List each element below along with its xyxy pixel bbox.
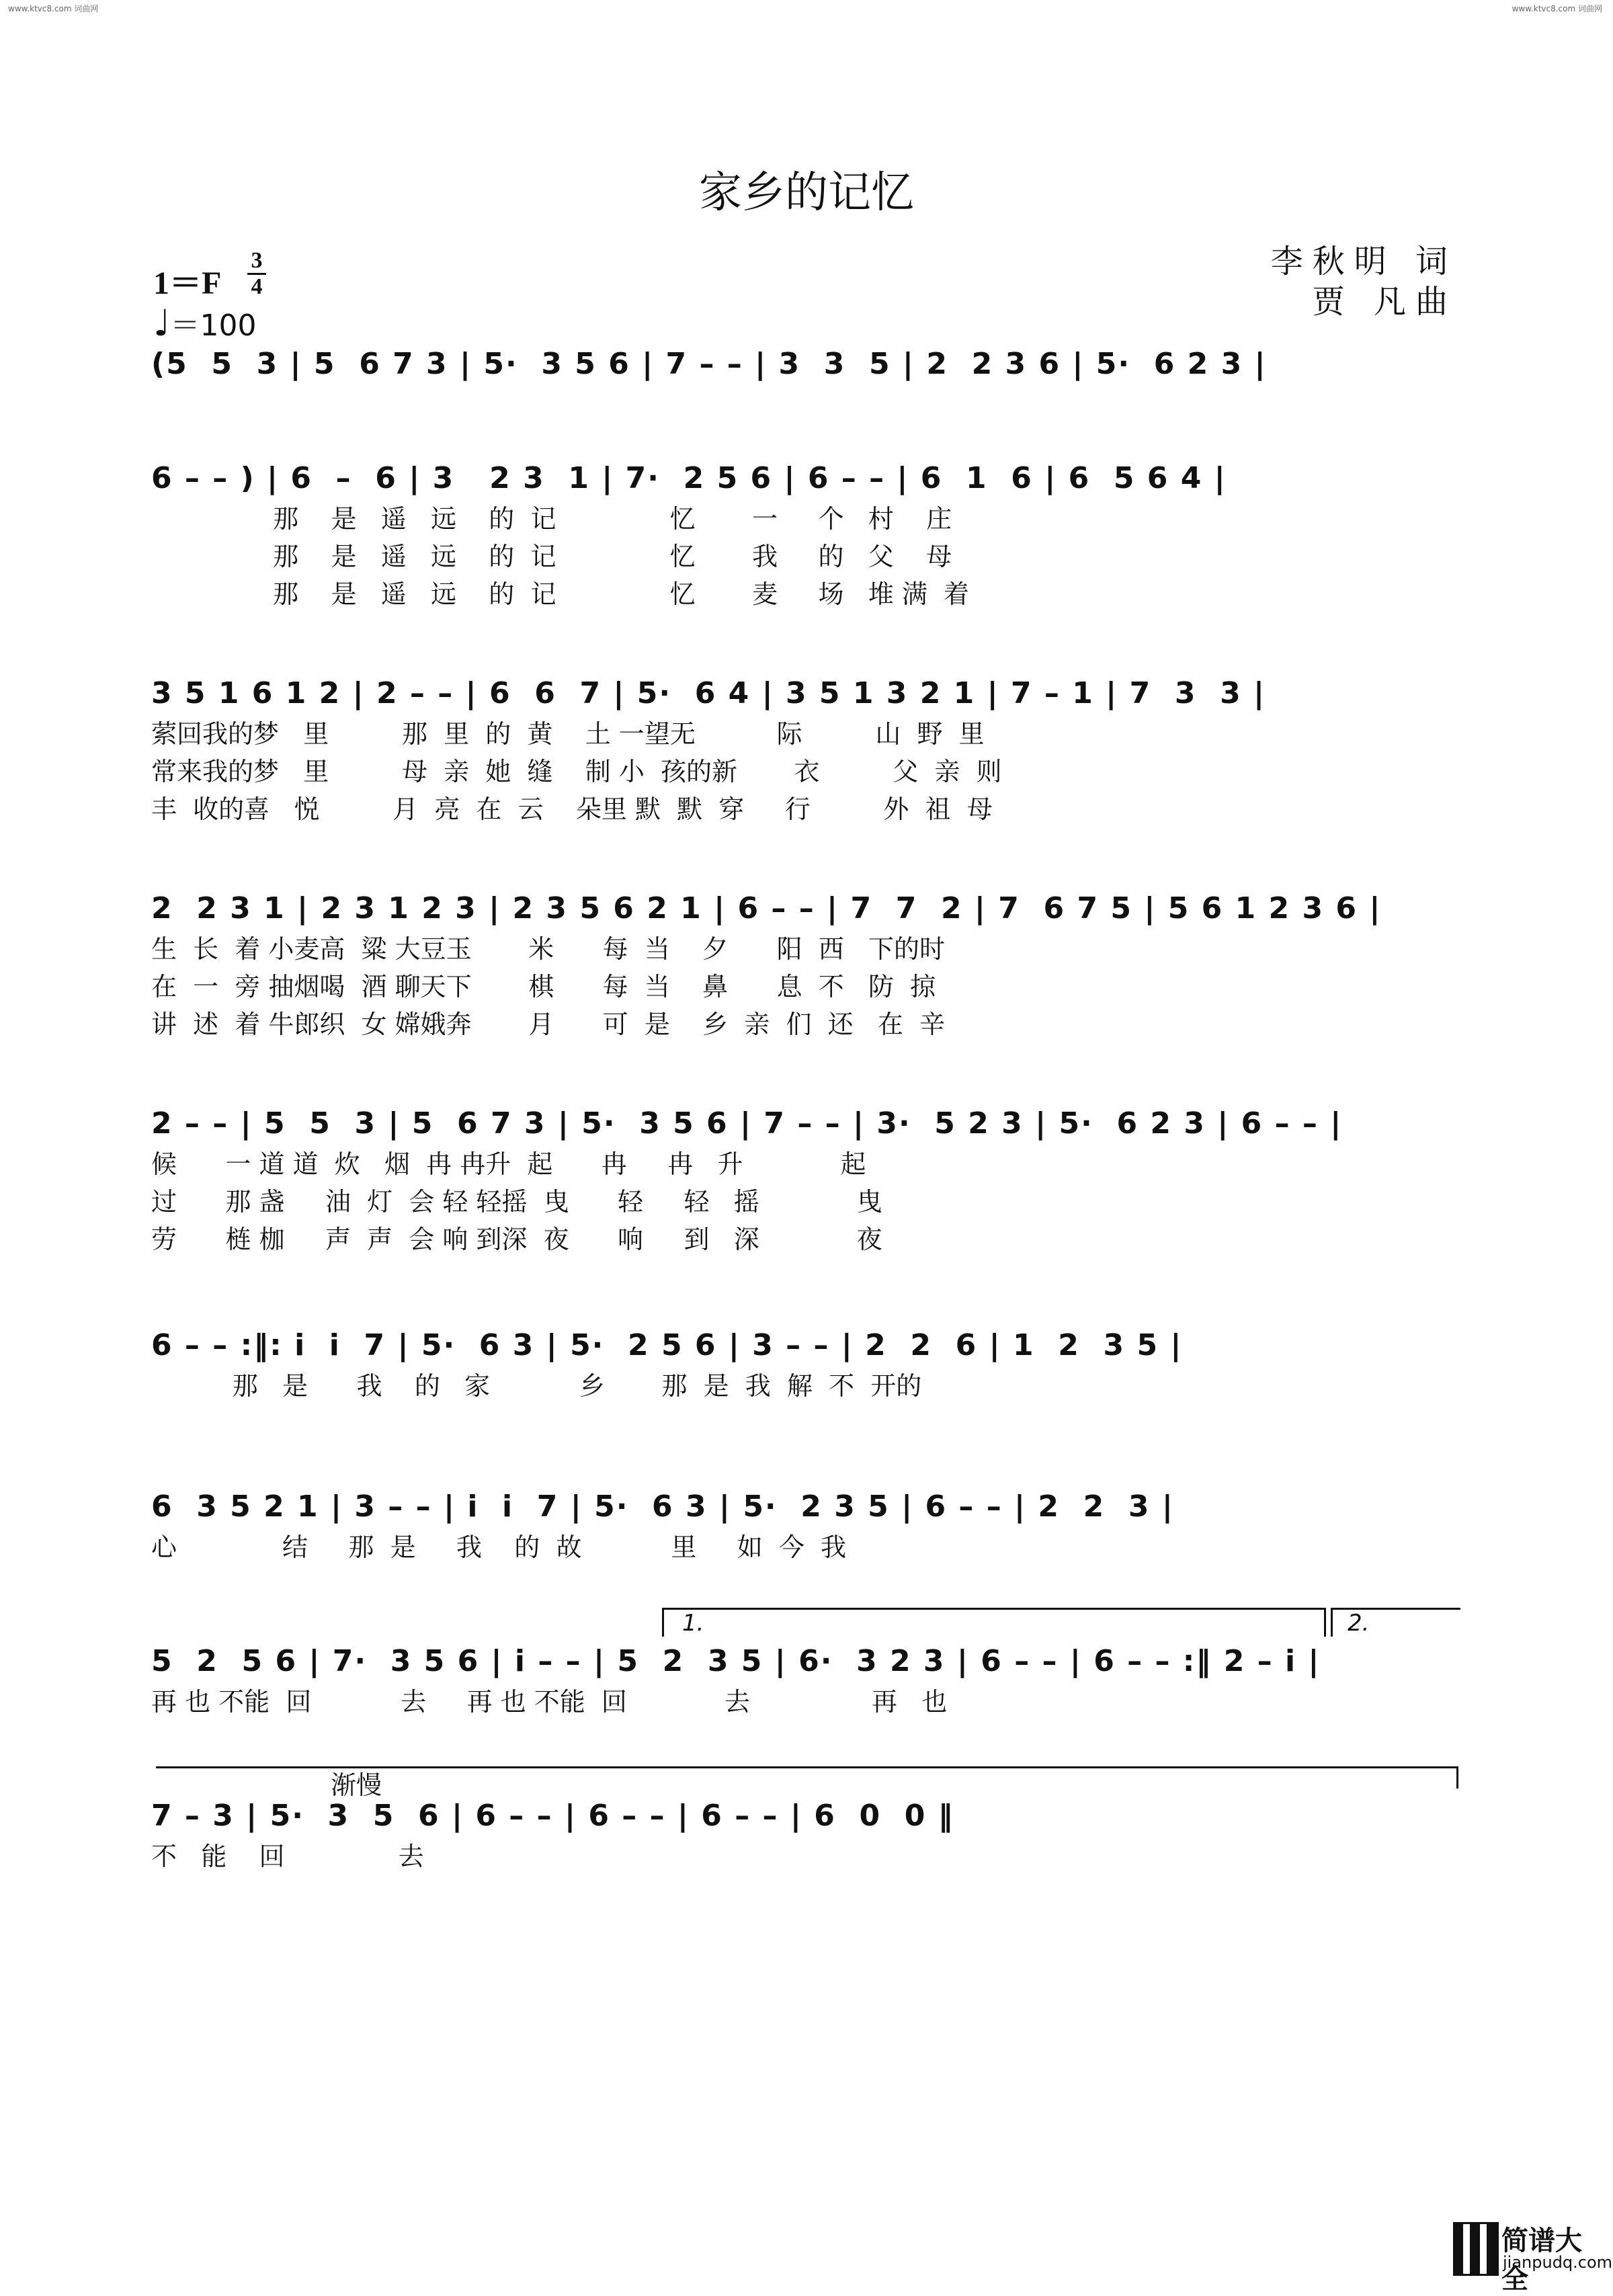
score-system xyxy=(151,1795,1462,1875)
time-top: 3 xyxy=(251,248,263,273)
lyric-line: 不 能 回 去 xyxy=(151,1842,424,1871)
lyricist-credit: 李秋明 词 xyxy=(1270,243,1457,280)
music-line: 2 2 3 1 | 2 3 1 2 3 | 2 3 5 6 2 1 | 6 – – | 7 7 2 | 7 6 7 5 | 5 6 1 2 3 6 | xyxy=(151,891,1382,926)
piano-keys-icon xyxy=(1453,2222,1499,2276)
site-logo xyxy=(1453,2219,1613,2295)
rit-marking: 渐慢 xyxy=(331,1770,382,1800)
lyric-line: 那 是 我 的 家 乡 那 是 我 解 不 开的 xyxy=(151,1371,922,1401)
source-tag-right: www.ktvc8.com 词曲网 xyxy=(1512,4,1602,13)
score-system xyxy=(151,1324,1462,1405)
score-system xyxy=(151,672,1462,828)
lyric-line: 过 那 盏 油 灯 会 轻 轻摇 曳 轻 轻 摇 曳 xyxy=(151,1187,882,1217)
lyric-line: 那 是 遥 远 的 记 忆 我 的 父 母 xyxy=(151,542,952,571)
lyric-line: 常来我的梦 里 母 亲 她 缝 制 小 孩的新 衣 父 亲 则 xyxy=(151,757,1002,786)
lyric-line: 生 长 着 小麦高 粱 大豆玉 米 每 当 夕 阳 西 下的时 xyxy=(151,934,946,964)
lyric-line: 再 也 不能 回 去 再 也 不能 回 去 再 也 xyxy=(151,1687,948,1717)
quarter-note-icon: ♩ xyxy=(153,302,171,344)
logo-url: jianpudq.com xyxy=(1503,2253,1613,2272)
lyric-line: 劳 梿 枷 声 声 会 响 到深 夜 响 到 深 夜 xyxy=(151,1225,882,1254)
first-ending-label: 1. xyxy=(682,1610,704,1637)
lyric-line: 在 一 旁 抽烟喝 酒 聊天下 棋 每 当 鼻 息 不 防 掠 xyxy=(151,972,936,1001)
lyric-line: 那 是 遥 远 的 记 忆 麦 场 堆 满 着 xyxy=(151,579,969,609)
lyric-line: 那 是 遥 远 的 记 忆 一 个 村 庄 xyxy=(151,504,952,534)
composer-credit: 贾 凡曲 xyxy=(1312,283,1457,321)
music-line: 6 – – :‖: i i 7 | 5· 6 3 | 5· 2 5 6 | 3 – – | 2 2 6 | 1 2 3 5 | xyxy=(151,1328,1183,1362)
music-line: 6 3 5 2 1 | 3 – – | i i 7 | 5· 6 3 | 5· 2 3 5 | 6 – – | 2 2 3 | xyxy=(151,1489,1174,1524)
music-line: 2 – – | 5 5 3 | 5 6 7 3 | 5· 3 5 6 | 7 – – | 3· 5 2 3 | 5· 6 2 3 | 6 – – | xyxy=(151,1106,1343,1141)
music-line: 5 2 5 6 | 7· 3 5 6 | i – – | 5 2 3 5 | 6· 3 2 3 | 6 – – | 6 – – :‖ 2 – i | xyxy=(151,1644,1321,1678)
score-system xyxy=(151,343,1462,386)
score-system xyxy=(151,1485,1462,1566)
score-system xyxy=(151,1102,1462,1258)
logo-name: 简谱大全 xyxy=(1501,2225,1582,2295)
music-line: 7 – 3 | 5· 3 5 6 | 6 – – | 6 – – | 6 – – | 6 0 0 ‖ xyxy=(151,1799,954,1833)
score-system xyxy=(151,1640,1462,1721)
time-signature xyxy=(247,250,266,298)
lyric-line: 讲 述 着 牛郎织 女 嫦娥奔 月 可 是 乡 亲 们 还 在 辛 xyxy=(151,1010,946,1039)
score-system xyxy=(151,887,1462,1043)
key-signature: 1＝F xyxy=(153,265,222,301)
time-bottom: 4 xyxy=(251,274,263,299)
lyric-line: 候 一 道 道 炊 烟 冉 冉升 起 冉 冉 升 起 xyxy=(151,1149,866,1179)
source-tag-left: www.ktvc8.com 词曲网 xyxy=(8,4,99,13)
music-line: (5 5 3 | 5 6 7 3 | 5· 3 5 6 | 7 – – | 3 3 5 | 2 2 3 6 | 5· 6 2 3 | xyxy=(151,347,1267,381)
lyric-line: 心 结 那 是 我 的 故 里 如 今 我 xyxy=(151,1532,847,1562)
song-title: 家乡的记忆 xyxy=(699,168,914,218)
lyric-line: 萦回我的梦 里 那 里 的 黄 土 一望无 际 山 野 里 xyxy=(151,719,985,749)
tempo-marking xyxy=(153,301,256,344)
score-system xyxy=(151,457,1462,613)
lyric-line: 丰 收的喜 悦 月 亮 在 云 朵里 默 默 穿 行 外 祖 母 xyxy=(151,794,993,824)
first-ending-bracket xyxy=(662,1608,1326,1637)
second-ending-label: 2. xyxy=(1348,1610,1370,1637)
music-line: 6 – – ) | 6 – 6 | 3 2 3 1 | 7· 2 5 6 | 6 – – | 6 1 6 | 6 5 6 4 | xyxy=(151,461,1227,495)
tempo-value: ＝100 xyxy=(170,309,257,343)
music-line: 3 5 1 6 1 2 | 2 – – | 6 6 7 | 5· 6 4 | 3 5 1 3 2 1 | 7 – 1 | 7 3 3 | xyxy=(151,676,1266,710)
